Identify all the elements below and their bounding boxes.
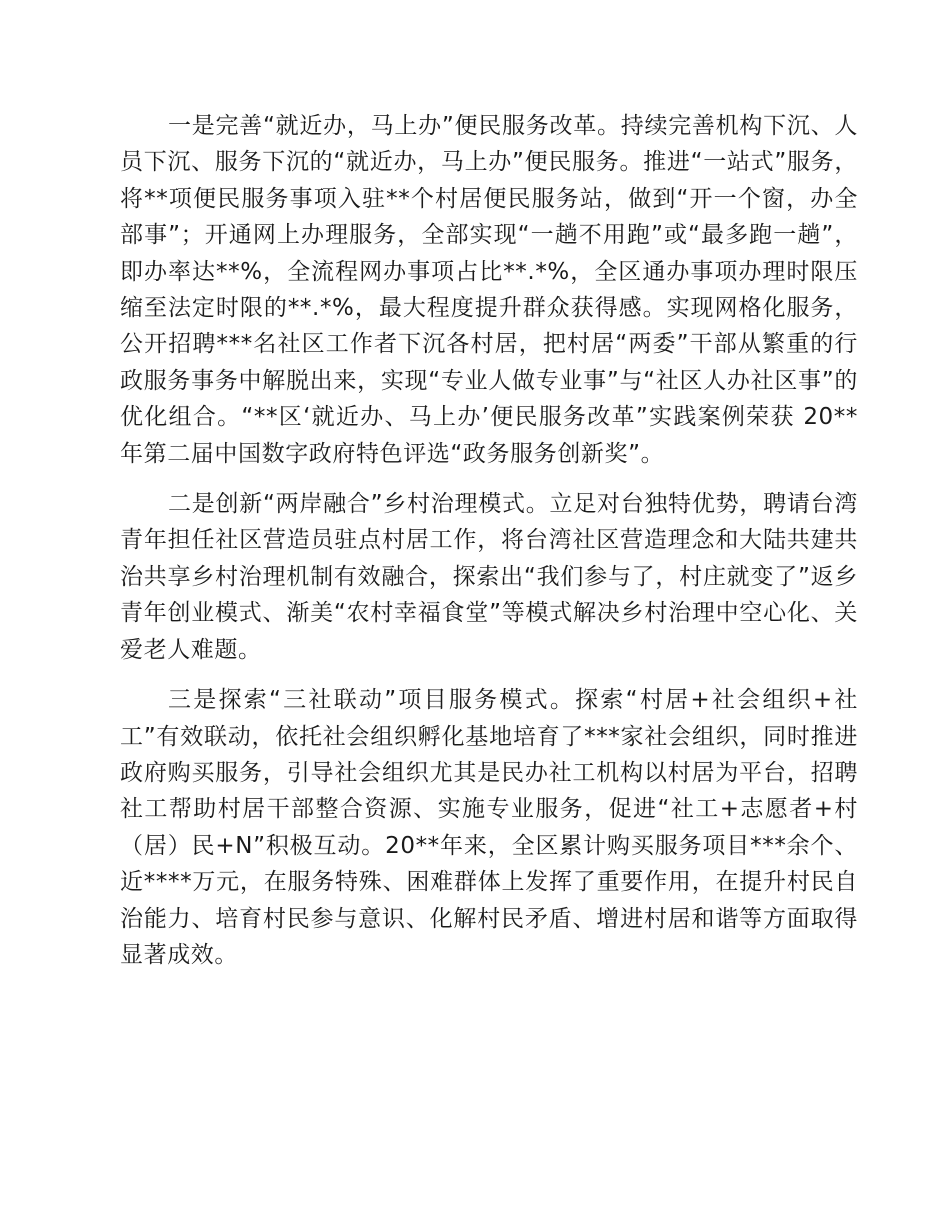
paragraph-3-lead: 三是探索“三社联动”项目服务模式。 [168, 687, 576, 714]
paragraph-2-lead: 二是创新“两岸融合”乡村治理模式。 [168, 491, 550, 518]
paragraph-3 [120, 682, 858, 973]
paragraph-2 [120, 486, 858, 668]
paragraph-1-body: 持续完善机构下沉、人员下沉、服务下沉的“就近办，马上办”便民服务。推进“一站式”服务，将**项便民服务事项入驻**个村居便民服务站，做到“开一个窗，办全部事”；开通网上办理服务，全部实现“一趟不用跑”或“最多跑一趟”，即办率达**%，全流程网办事项占比**.*%，全区通办事项办理时限压缩至法定时限的**.*%，最大程度提升群众获得感。实现网格化服务，公开招聘***名社区工作者下沉各村居，把村居“两委”干部从繁重的行政服务事务中解脱出来，实现“专业人做专业事”与“社区人办社区事”的优化组合。“**区‘就近办、马上办’便民服务改革”实践案例荣获 20**年第二届中国数字政府特色评选“政务服务创新奖”。 [120, 113, 858, 467]
paragraph-1 [120, 108, 858, 472]
document-page [120, 108, 858, 987]
paragraph-3-body: 探索“村居+社会组织+社工”有效联动，依托社会组织孵化基地培育了***家社会组织，同时推进政府购买服务，引导社会组织尤其是民办社工机构以村居为平台，招聘社工帮助村居干部整合资源、实施专业服务，促进“社工+志愿者+村（居）民+N”积极互动。20**年来，全区累计购买服务项目***余个、近****万元，在服务特殊、困难群体上发挥了重要作用，在提升村民自治能力、培育村民参与意识、化解村民矛盾、增进村居和谐等方面取得显著成效。 [120, 687, 858, 968]
paragraph-2-body: 立足对台独特优势，聘请台湾青年担任社区营造员驻点村居工作，将台湾社区营造理念和大陆共建共治共享乡村治理机制有效融合，探索出“我们参与了，村庄就变了”返乡青年创业模式、渐美“农村幸福食堂”等模式解决乡村治理中空心化、关爱老人难题。 [120, 491, 858, 663]
paragraph-1-lead: 一是完善“就近办，马上办”便民服务改革。 [168, 113, 621, 139]
